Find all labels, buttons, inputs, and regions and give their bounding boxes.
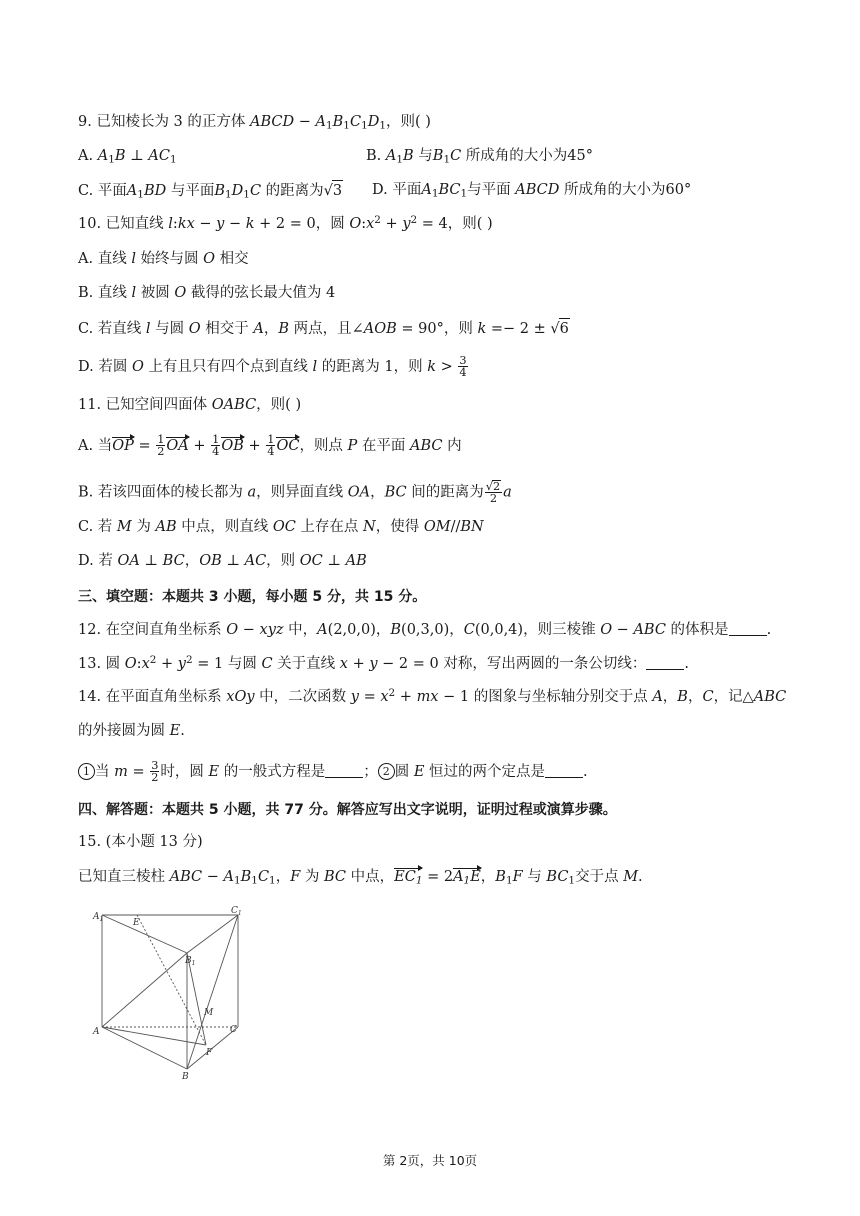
label-a1: $A_1$ — [93, 912, 104, 923]
q9-option-c: C. 平面$A_1BD$ 与平面$B_1D_1C$ 的距离为√3 — [78, 180, 343, 201]
section-heading-answer: 四、解答题：本题共 5 小题，共 77 分。解答应写出文字说明，证明过程或演算步骤。 — [78, 802, 617, 818]
label-c1: $C_1$ — [231, 906, 242, 917]
label-b: B — [182, 1072, 189, 1082]
label-f: F — [206, 1048, 213, 1058]
q14-parts: 1 当 m = $\frac{3}{2}$ 时，圆 E 的一般式方程是 ； 2 圆 E 恒过的两个定点是 . — [78, 760, 588, 784]
q10-option-d: D. 若圆 O 上有且只有四个点到直线 l 的距离为 1，则 k > $\frac{3}{4}$ — [78, 354, 467, 380]
q11-option-d: D. 若 OA ⊥ BC，OB ⊥ AC，则 OC ⊥ AB — [78, 553, 367, 569]
q15-title: 15. (本小题 13 分) — [78, 834, 203, 850]
q10-option-b: B. 直线 l 被圆 O 截得的弦长最大值为 4 — [78, 285, 336, 301]
prism-figure — [90, 905, 250, 1085]
label-m: M — [204, 1008, 214, 1018]
section-heading-fill-in: 三、填空题：本题共 3 小题，每小题 5 分，共 15 分。 — [78, 589, 427, 605]
q9-option-d: D. 平面$A_1BC_1$与平面 ABCD 所成角的大小为60° — [372, 182, 692, 200]
q11-stem: 11. 已知空间四面体 OABC，则( ) — [78, 397, 302, 413]
answer-blank — [545, 763, 583, 778]
q13-stem: 13. 圆 $O:x^2 + y^2 = 1$ 与圆 C 关于直线 x + y − 2 = 0 对称，写出两圆的一条公切线： . — [78, 653, 689, 672]
answer-blank — [325, 763, 363, 778]
q15-stem: 已知直三棱柱 ABC − $A_1B_1C_1$，F 为 BC 中点，$EC_1 = 2A_1E$，$B_1F$ 与 $BC_1$交于点 M. — [78, 869, 643, 887]
q9-option-b: B. $A_1B$ 与$B_1C$ 所成角的大小为45° — [366, 148, 594, 166]
q9-stem: 9. 已知棱长为 3 的正方体 ABCD − $A_1B_1C_1D_1$，则( ) — [78, 114, 431, 132]
label-e: E — [133, 918, 140, 928]
q14-line1: 14. 在平面直角坐标系 xOy 中，二次函数 $y = x^2$ + mx − 1 的图象与坐标轴分别交于点 A，B，C，记△ABC — [78, 686, 787, 705]
label-b1: $B_1$ — [185, 956, 196, 967]
label-a: A — [93, 1027, 100, 1037]
page-footer: 第 2页，共 10页 — [382, 1153, 478, 1168]
q11-option-b: B. 若该四面体的棱长都为 a，则异面直线 OA，BC 间的距离为 $\frac{√2}{2}$ a — [78, 480, 512, 506]
q11-option-a: A. 当OP = $\frac{1}{2}$ OA + $\frac{1}{4}$ OB + $\frac{1}{4}$ OC，则点 P 在平面 ABC 内 — [78, 433, 462, 459]
q10-stem: 10. 已知直线 l:kx − y − k + 2 = 0，圆 $O:x^2 + y^2 = 4$，则( ) — [78, 213, 493, 232]
label-c: C — [230, 1025, 237, 1035]
q10-option-a: A. 直线 l 始终与圆 O 相交 — [78, 251, 249, 267]
q14-line2: 的外接圆为圆 E. — [78, 723, 185, 739]
answer-blank — [729, 621, 767, 636]
answer-blank — [646, 655, 684, 670]
q9-option-a: A. $A_1B$ ⊥ $AC_1$ — [78, 148, 177, 166]
q12-stem: 12. 在空间直角坐标系 O − xyz 中，A(2,0,0)，B(0,3,0)，C(0,0,4)，则三棱锥 O − ABC 的体积是 . — [78, 622, 772, 638]
q11-option-c: C. 若 M 为 AB 中点，则直线 OC 上存在点 N，使得 OM//BN — [78, 519, 484, 535]
q10-option-c: C. 若直线 l 与圆 O 相交于 A，B 两点，且∠AOB = 90°，则 k =− 2 ± √6 — [78, 318, 570, 339]
